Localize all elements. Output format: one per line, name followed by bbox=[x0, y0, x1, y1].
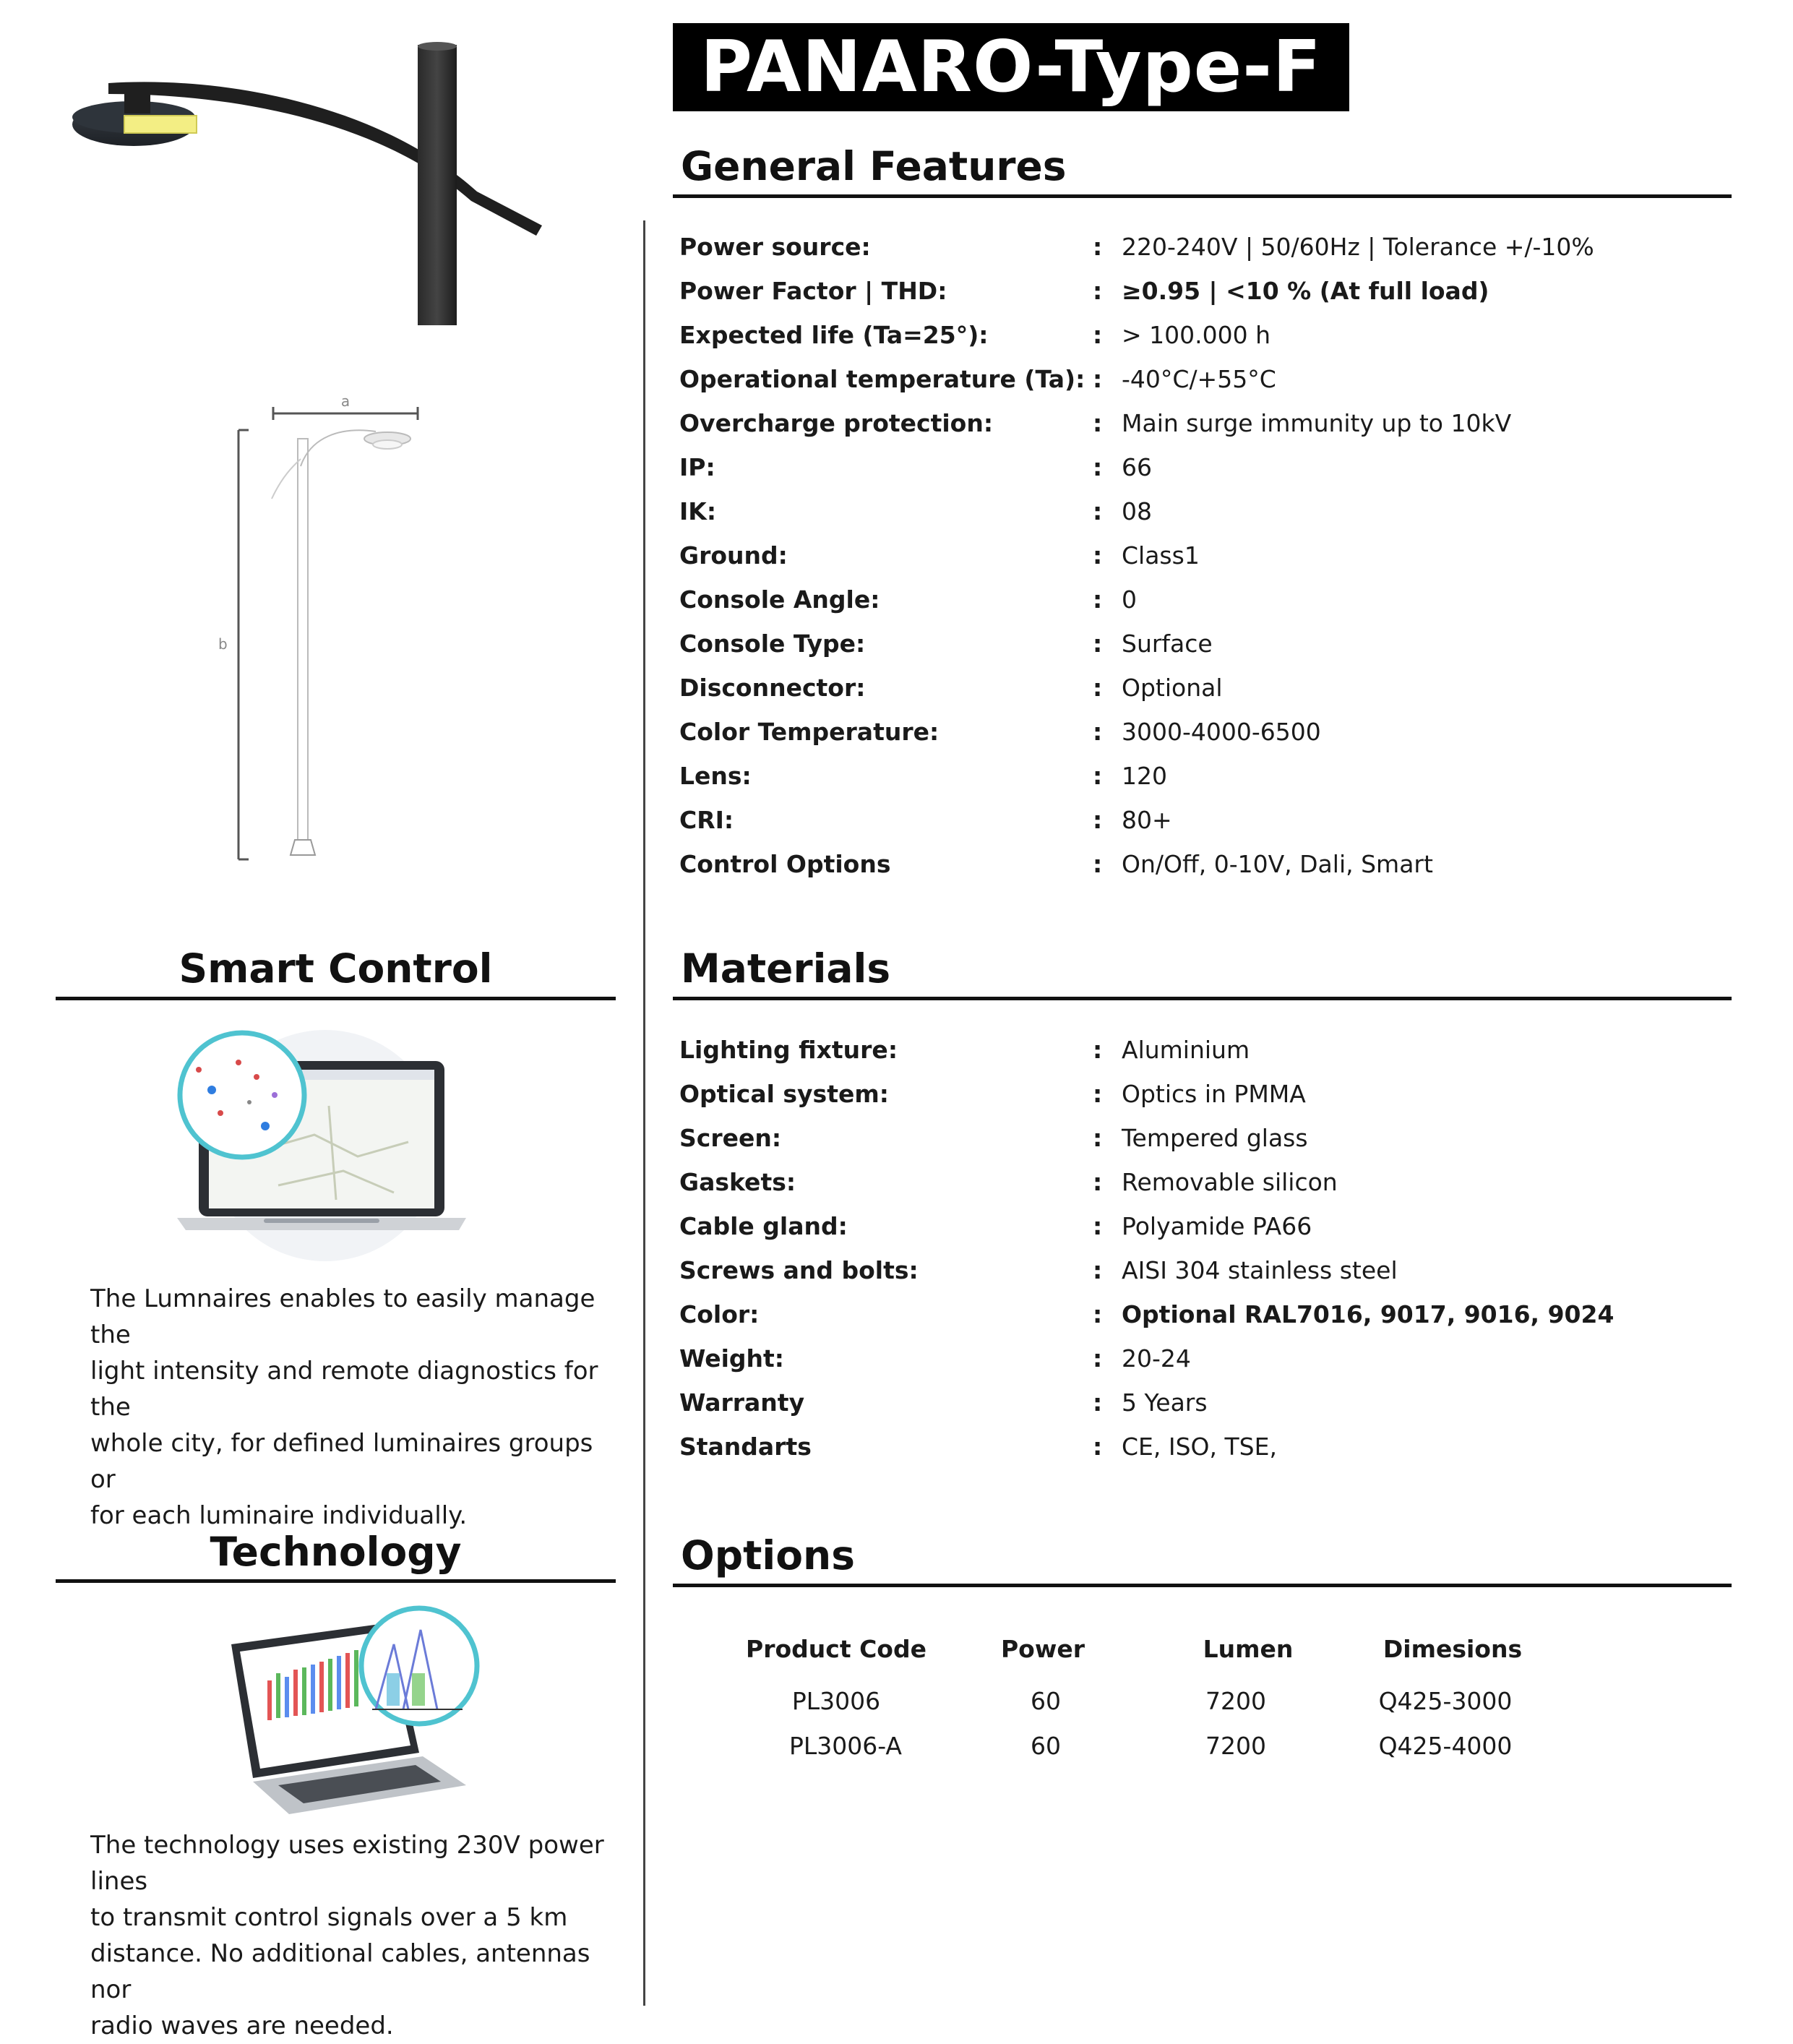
spec-label: Power Factor | THD: bbox=[679, 277, 947, 305]
material-value: Optional RAL7016, 9017, 9016, 9024 bbox=[1122, 1300, 1614, 1328]
spec-value: 80+ bbox=[1122, 806, 1172, 834]
spec-row-control-options bbox=[679, 850, 1734, 893]
spec-value: > 100.000 h bbox=[1122, 321, 1271, 349]
spec-value: 0 bbox=[1122, 585, 1137, 614]
options-table bbox=[723, 1635, 1633, 1777]
cell-power: 60 bbox=[1031, 1732, 1061, 1760]
spec-label: Lens: bbox=[679, 762, 752, 790]
spec-row-power-source bbox=[679, 233, 1734, 276]
spec-row-ground bbox=[679, 541, 1734, 585]
spec-row-power-factor bbox=[679, 277, 1734, 320]
cell-dimensions: Q425-4000 bbox=[1378, 1732, 1513, 1760]
luminaire-product-image bbox=[72, 36, 564, 332]
cell-lumen: 7200 bbox=[1205, 1687, 1266, 1715]
technology-description bbox=[90, 1827, 625, 2044]
material-row-lighting-fixture bbox=[679, 1036, 1734, 1079]
spec-colon: : bbox=[1093, 630, 1103, 658]
material-value: CE, ISO, TSE, bbox=[1122, 1433, 1277, 1461]
material-colon: : bbox=[1093, 1256, 1103, 1284]
spec-colon: : bbox=[1093, 585, 1103, 614]
spec-row-disconnector bbox=[679, 674, 1734, 717]
material-label: Cable gland: bbox=[679, 1212, 848, 1240]
material-row-weight bbox=[679, 1344, 1734, 1388]
spec-colon: : bbox=[1093, 850, 1103, 878]
options-heading: Options bbox=[681, 1532, 855, 1579]
smart-control-line: whole city, for defined luminaires groups or bbox=[90, 1429, 593, 1494]
material-row-warranty bbox=[679, 1388, 1734, 1432]
material-colon: : bbox=[1093, 1300, 1103, 1328]
material-label: Screen: bbox=[679, 1124, 782, 1152]
smart-control-line: The Lumnaires enables to easily manage the bbox=[90, 1284, 595, 1349]
spec-label: CRI: bbox=[679, 806, 734, 834]
spec-value: ≥0.95 | <10 % (At full load) bbox=[1122, 277, 1489, 305]
spec-label: Control Options bbox=[679, 850, 891, 878]
material-value: Removable silicon bbox=[1122, 1168, 1338, 1196]
spec-label: Console Type: bbox=[679, 630, 866, 658]
spec-row-lens bbox=[679, 762, 1734, 805]
spec-value: Optional bbox=[1122, 674, 1223, 702]
technology-line: The technology uses existing 230V power lines bbox=[90, 1831, 604, 1896]
material-row-standarts bbox=[679, 1433, 1734, 1476]
spec-row-ip bbox=[679, 453, 1734, 497]
column-header-dimensions: Dimesions bbox=[1383, 1635, 1523, 1663]
dimension-drawing bbox=[202, 387, 434, 864]
spec-colon: : bbox=[1093, 674, 1103, 702]
spec-row-cri bbox=[679, 806, 1734, 849]
material-value: Aluminium bbox=[1122, 1036, 1250, 1064]
spec-row-color-temperature bbox=[679, 718, 1734, 761]
material-row-gaskets bbox=[679, 1168, 1734, 1211]
spec-row-console-type bbox=[679, 630, 1734, 673]
smart-control-rule bbox=[56, 997, 616, 1000]
spec-value: Surface bbox=[1122, 630, 1213, 658]
material-label: Screws and bolts: bbox=[679, 1256, 919, 1284]
spec-value: 08 bbox=[1122, 497, 1152, 525]
technology-heading: Technology bbox=[210, 1529, 462, 1575]
spec-colon: : bbox=[1093, 453, 1103, 481]
cell-lumen: 7200 bbox=[1205, 1732, 1266, 1760]
spec-label: IK: bbox=[679, 497, 717, 525]
material-label: Gaskets: bbox=[679, 1168, 796, 1196]
spec-colon: : bbox=[1093, 321, 1103, 349]
material-row-cable-gland bbox=[679, 1212, 1734, 1255]
material-value: Optics in PMMA bbox=[1122, 1080, 1306, 1108]
technology-laptop-image bbox=[210, 1601, 491, 1818]
material-row-color bbox=[679, 1300, 1734, 1344]
table-row bbox=[723, 1732, 1633, 1777]
cell-product-code: PL3006 bbox=[791, 1687, 881, 1715]
smart-control-description bbox=[90, 1281, 611, 1534]
spec-colon: : bbox=[1093, 409, 1103, 437]
cell-product-code: PL3006-A bbox=[788, 1732, 903, 1760]
spec-label: Overcharge protection: bbox=[679, 409, 994, 437]
spec-value: -40°C/+55°C bbox=[1122, 365, 1276, 393]
spec-value: 66 bbox=[1122, 453, 1152, 481]
material-value: 20-24 bbox=[1122, 1344, 1191, 1373]
spec-colon: : bbox=[1093, 718, 1103, 746]
material-colon: : bbox=[1093, 1212, 1103, 1240]
material-row-screws-bolts bbox=[679, 1256, 1734, 1300]
column-header-product-code: Product Code bbox=[746, 1635, 926, 1663]
spec-row-expected-life bbox=[679, 321, 1734, 364]
technology-line: radio waves are needed. bbox=[90, 2011, 394, 2040]
spec-row-ik bbox=[679, 497, 1734, 541]
cell-dimensions: Q425-3000 bbox=[1378, 1687, 1513, 1715]
smart-control-heading: Smart Control bbox=[179, 945, 493, 992]
smart-control-line: light intensity and remote diagnostics for the bbox=[90, 1357, 598, 1422]
material-label: Optical system: bbox=[679, 1080, 889, 1108]
dimension-b-label: b bbox=[218, 635, 228, 653]
options-rule bbox=[673, 1584, 1732, 1587]
material-label: Warranty bbox=[679, 1388, 805, 1417]
spec-label: Console Angle: bbox=[679, 585, 880, 614]
materials-rule bbox=[673, 997, 1732, 1000]
product-title: PANARO-Type-F bbox=[700, 26, 1322, 108]
title-banner bbox=[673, 23, 1349, 111]
cell-power: 60 bbox=[1031, 1687, 1061, 1715]
technology-rule bbox=[56, 1579, 616, 1583]
spec-colon: : bbox=[1093, 233, 1103, 261]
spec-colon: : bbox=[1093, 806, 1103, 834]
smart-control-laptop-image bbox=[170, 1026, 473, 1265]
spec-colon: : bbox=[1093, 497, 1103, 525]
materials-heading: Materials bbox=[681, 945, 891, 992]
spec-colon: : bbox=[1093, 541, 1103, 570]
column-divider bbox=[643, 220, 645, 2006]
material-value: Polyamide PA66 bbox=[1122, 1212, 1312, 1240]
spec-row-overcharge-protection bbox=[679, 409, 1734, 452]
spec-value: Main surge immunity up to 10kV bbox=[1122, 409, 1512, 437]
options-header-row bbox=[723, 1635, 1633, 1687]
technology-line: to transmit control signals over a 5 km bbox=[90, 1903, 568, 1932]
material-colon: : bbox=[1093, 1124, 1103, 1152]
material-label: Weight: bbox=[679, 1344, 785, 1373]
material-colon: : bbox=[1093, 1036, 1103, 1064]
spec-label: Operational temperature (Ta): bbox=[679, 365, 1085, 393]
technology-line: distance. No additional cables, antennas nor bbox=[90, 1939, 590, 2004]
material-colon: : bbox=[1093, 1388, 1103, 1417]
spec-label: IP: bbox=[679, 453, 715, 481]
spec-value: Class1 bbox=[1122, 541, 1200, 570]
material-value: Tempered glass bbox=[1122, 1124, 1308, 1152]
table-row bbox=[723, 1687, 1633, 1732]
material-label: Standarts bbox=[679, 1433, 812, 1461]
material-colon: : bbox=[1093, 1080, 1103, 1108]
dimension-a-label: a bbox=[340, 392, 351, 410]
material-row-screen bbox=[679, 1124, 1734, 1167]
spec-label: Ground: bbox=[679, 541, 788, 570]
material-row-optical-system bbox=[679, 1080, 1734, 1123]
material-colon: : bbox=[1093, 1168, 1103, 1196]
material-label: Color: bbox=[679, 1300, 760, 1328]
material-colon: : bbox=[1093, 1344, 1103, 1373]
spec-label: Disconnector: bbox=[679, 674, 866, 702]
material-label: Lighting fixture: bbox=[679, 1036, 898, 1064]
spec-value: 220-240V | 50/60Hz | Tolerance +/-10% bbox=[1122, 233, 1594, 261]
spec-colon: : bbox=[1093, 762, 1103, 790]
smart-control-line: for each luminaire individually. bbox=[90, 1501, 468, 1530]
spec-value: 120 bbox=[1122, 762, 1167, 790]
spec-value: On/Off, 0-10V, Dali, Smart bbox=[1122, 850, 1433, 878]
spec-label: Power source: bbox=[679, 233, 871, 261]
material-value: 5 Years bbox=[1122, 1388, 1208, 1417]
general-features-heading: General Features bbox=[681, 143, 1067, 189]
material-value: AISI 304 stainless steel bbox=[1122, 1256, 1398, 1284]
material-colon: : bbox=[1093, 1433, 1103, 1461]
spec-label: Color Temperature: bbox=[679, 718, 940, 746]
column-header-lumen: Lumen bbox=[1203, 1635, 1294, 1663]
spec-label: Expected life (Ta=25°): bbox=[679, 321, 989, 349]
spec-row-operational-temperature bbox=[679, 365, 1734, 408]
spec-row-console-angle bbox=[679, 585, 1734, 629]
spec-colon: : bbox=[1093, 365, 1103, 393]
general-features-rule bbox=[673, 194, 1732, 198]
spec-value: 3000-4000-6500 bbox=[1122, 718, 1321, 746]
spec-colon: : bbox=[1093, 277, 1103, 305]
column-header-power: Power bbox=[1001, 1635, 1085, 1663]
